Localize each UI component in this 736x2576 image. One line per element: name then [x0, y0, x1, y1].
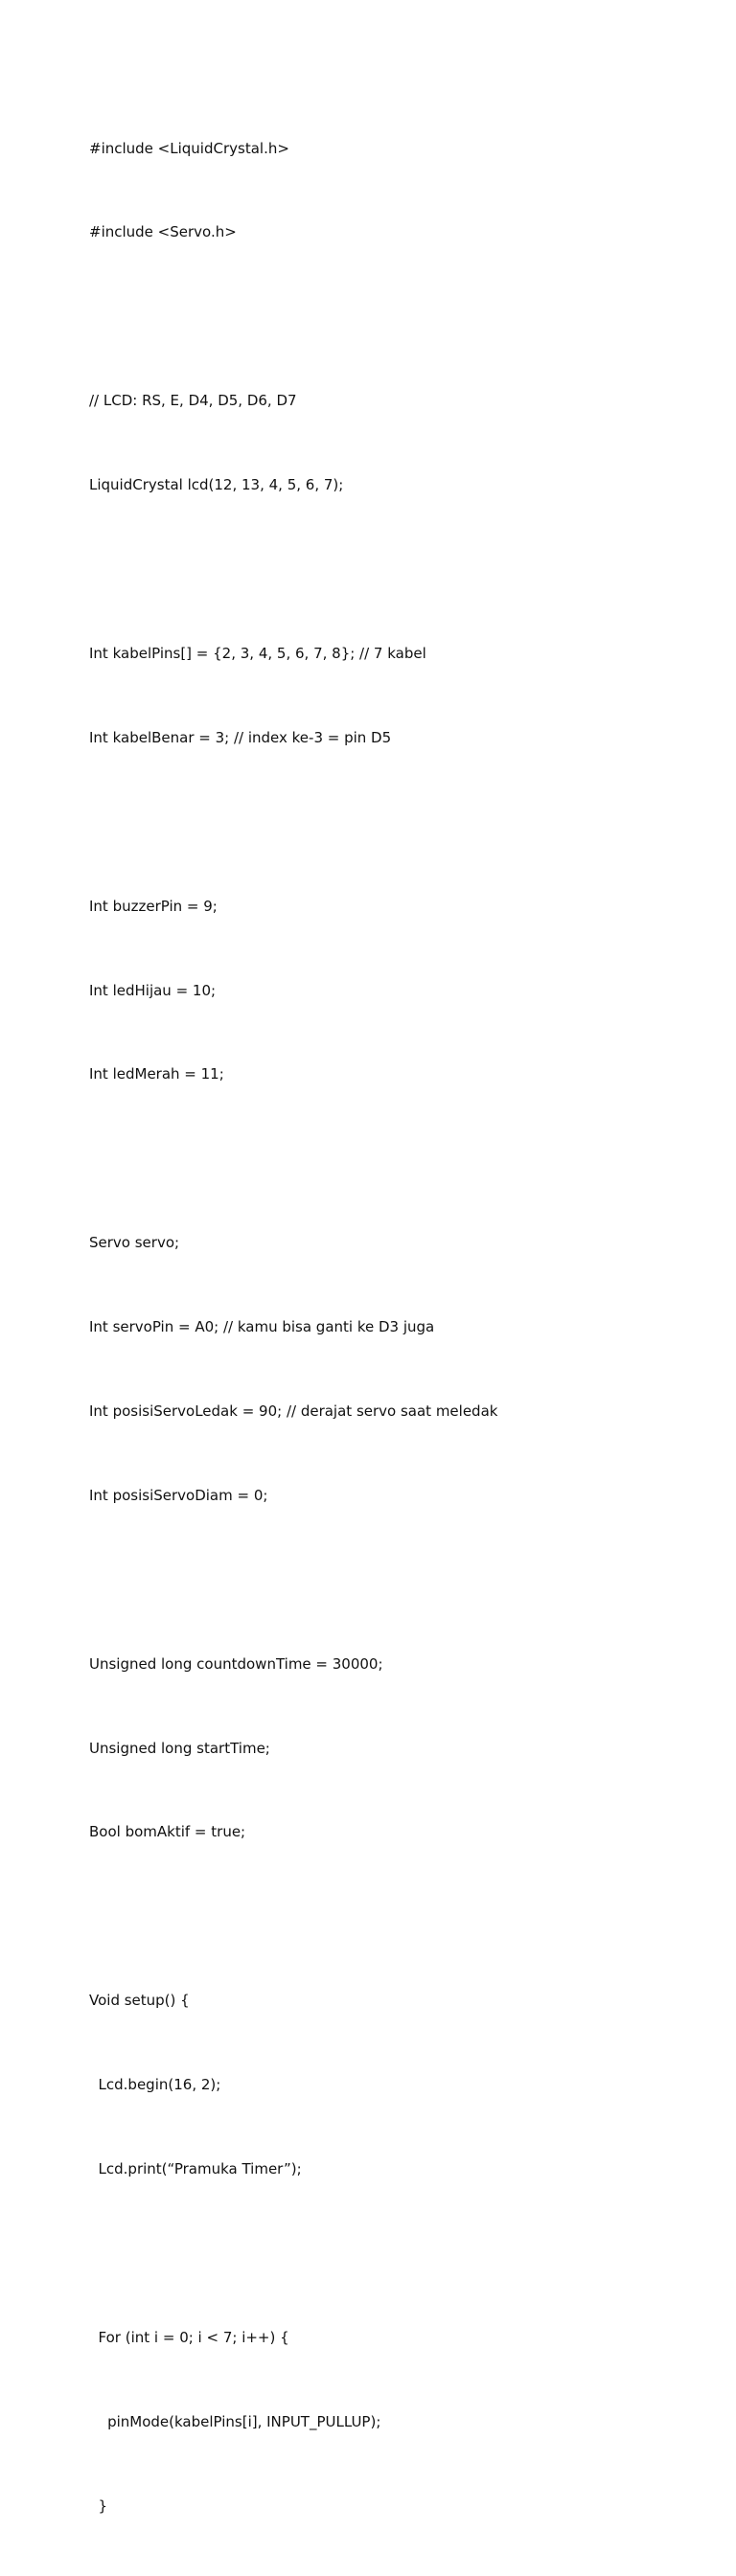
code-line: Bool bomAktif = true;	[89, 1823, 246, 1841]
code-line: Int kabelBenar = 3; // index ke-3 = pin D5	[89, 728, 392, 746]
code-line: #include <Servo.h>	[89, 223, 237, 241]
code-line: Unsigned long startTime;	[89, 1739, 270, 1757]
code-line: Int buzzerPin = 9;	[89, 897, 218, 915]
code-line: Int servoPin = A0; // kamu bisa ganti ke D3 juga	[89, 1318, 435, 1336]
code-line: Int posisiServoDiam = 0;	[89, 1486, 268, 1504]
code-listing	[89, 79, 702, 2576]
code-line	[89, 1903, 702, 1930]
code-line: Void setup() {	[89, 1992, 190, 2010]
code-line: #include <LiquidCrystal.h>	[89, 139, 289, 157]
code-line: For (int i = 0; i < 7; i++) {	[89, 2328, 289, 2346]
code-line: pinMode(kabelPins[i], INPUT_PULLUP);	[89, 2412, 381, 2430]
code-line: Lcd.begin(16, 2);	[89, 2076, 221, 2094]
code-line: Int kabelPins[] = {2, 3, 4, 5, 6, 7, 8}; // 7 kabel	[89, 644, 426, 662]
code-line: LiquidCrystal lcd(12, 13, 4, 5, 6, 7);	[89, 476, 344, 494]
code-line: Int ledHijau = 10;	[89, 981, 217, 999]
code-line	[89, 1566, 702, 1594]
code-line: }	[89, 2496, 108, 2515]
code-line	[89, 809, 702, 836]
code-line: Servo servo;	[89, 1234, 180, 1252]
code-line: Int ledMerah = 11;	[89, 1065, 224, 1083]
code-line	[89, 303, 702, 331]
code-line	[89, 1145, 702, 1173]
code-line: Unsigned long countdownTime = 30000;	[89, 1654, 383, 1673]
code-line	[89, 2240, 702, 2268]
code-line	[89, 556, 702, 583]
code-line: Int posisiServoLedak = 90; // derajat servo saat meledak	[89, 1402, 498, 1420]
code-line: // LCD: RS, E, D4, D5, D6, D7	[89, 392, 297, 410]
code-line: Lcd.print(“Pramuka Timer”);	[89, 2159, 302, 2177]
